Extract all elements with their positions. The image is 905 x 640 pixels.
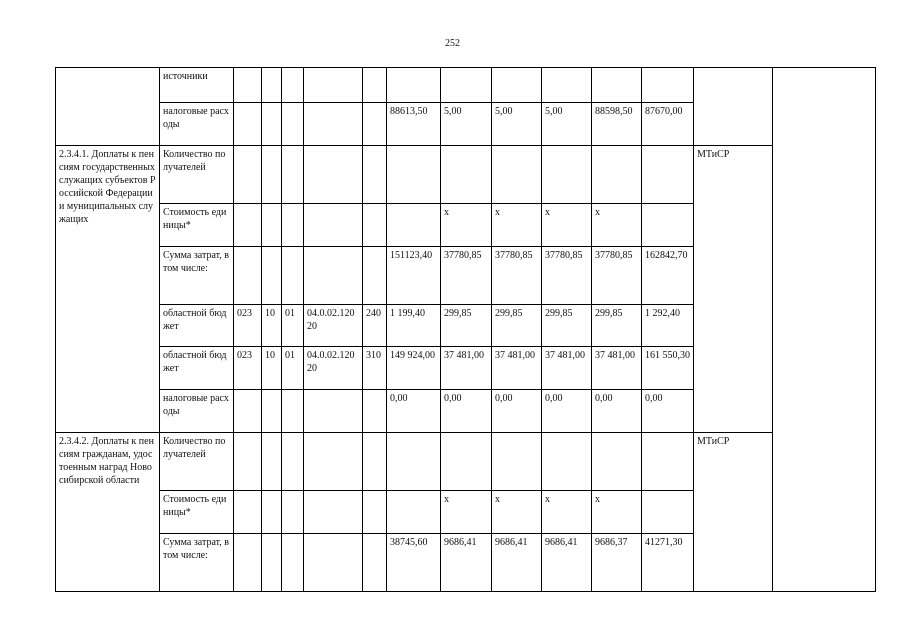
name-cell — [56, 68, 160, 146]
value-cell: 0,00 — [642, 390, 694, 433]
value-cell: 151123,40 — [387, 247, 441, 305]
value-cell: 38745,60 — [387, 534, 441, 592]
grbs-cell: 023 — [234, 305, 262, 347]
value-cell: 299,85 — [542, 305, 592, 347]
value-cell: 1 199,40 — [387, 305, 441, 347]
ministry-cell: МТиСР — [694, 433, 773, 592]
table-row — [56, 433, 876, 491]
value-cell: 0,00 — [492, 390, 542, 433]
pr-cell: 01 — [282, 347, 304, 390]
value-cell: х — [492, 204, 542, 247]
value-cell: 87670,00 — [642, 103, 694, 146]
indicator-cell: Сумма затрат, в том числе: — [160, 534, 234, 592]
value-cell — [441, 68, 492, 103]
value-cell: 37780,85 — [542, 247, 592, 305]
measure-name-cell: 2.3.4.1. Доплаты к пенсиям государственных служащих субъектов Российской Федерации и муниципальных служащих — [56, 146, 160, 433]
value-cell: 37 481,00 — [492, 347, 542, 390]
rz-cell: 10 — [262, 347, 282, 390]
ministry-cell: МТиСР — [694, 146, 773, 433]
indicator-cell: Сумма затрат, в том числе: — [160, 247, 234, 305]
value-cell: 299,85 — [441, 305, 492, 347]
budget-table — [55, 67, 876, 592]
value-cell — [642, 68, 694, 103]
value-cell: 37 481,00 — [592, 347, 642, 390]
value-cell: 149 924,00 — [387, 347, 441, 390]
indicator-cell: Количество получателей — [160, 146, 234, 204]
value-cell: 0,00 — [592, 390, 642, 433]
value-cell: х — [441, 204, 492, 247]
csr-cell: 04.0.02.12020 — [304, 347, 363, 390]
value-cell: 9686,41 — [492, 534, 542, 592]
value-cell: 299,85 — [592, 305, 642, 347]
indicator-cell: областной бюджет — [160, 347, 234, 390]
table-row — [56, 146, 876, 204]
value-cell: х — [592, 204, 642, 247]
value-cell: х — [492, 491, 542, 534]
value-cell: 37780,85 — [441, 247, 492, 305]
page-number: 252 — [445, 38, 460, 49]
measure-name-cell: 2.3.4.2. Доплаты к пенсиям гражданам, удостоенным наград Новосибирской области — [56, 433, 160, 592]
value-cell: х — [441, 491, 492, 534]
value-cell: 5,00 — [492, 103, 542, 146]
pr-cell: 01 — [282, 305, 304, 347]
indicator-cell: Количество получателей — [160, 433, 234, 491]
value-cell: 9686,37 — [592, 534, 642, 592]
value-cell: 0,00 — [542, 390, 592, 433]
value-cell: х — [542, 204, 592, 247]
table-row — [56, 68, 876, 103]
value-cell: 299,85 — [492, 305, 542, 347]
csr-cell: 04.0.02.12020 — [304, 305, 363, 347]
value-cell: 37 481,00 — [542, 347, 592, 390]
value-cell — [592, 68, 642, 103]
indicator-cell: Стоимость единицы* — [160, 491, 234, 534]
value-cell: 0,00 — [441, 390, 492, 433]
value-cell — [492, 68, 542, 103]
value-cell: 9686,41 — [542, 534, 592, 592]
indicator-cell: источники — [160, 68, 234, 103]
value-cell: 5,00 — [441, 103, 492, 146]
value-cell: 9686,41 — [441, 534, 492, 592]
indicator-cell: налоговые расходы — [160, 390, 234, 433]
indicator-cell: областной бюджет — [160, 305, 234, 347]
value-cell: 41271,30 — [642, 534, 694, 592]
value-cell: 37780,85 — [492, 247, 542, 305]
value-cell: 37 481,00 — [441, 347, 492, 390]
vr-cell: 240 — [363, 305, 387, 347]
value-cell: х — [592, 491, 642, 534]
value-cell: 5,00 — [542, 103, 592, 146]
ministry-cell — [694, 68, 773, 146]
value-cell: 88613,50 — [387, 103, 441, 146]
rz-cell: 10 — [262, 305, 282, 347]
notes-cell — [773, 68, 876, 592]
value-cell: 162842,70 — [642, 247, 694, 305]
indicator-cell: налоговые расходы — [160, 103, 234, 146]
value-cell: х — [542, 491, 592, 534]
vr-cell: 310 — [363, 347, 387, 390]
value-cell — [542, 68, 592, 103]
value-cell: 1 292,40 — [642, 305, 694, 347]
value-cell: 161 550,30 — [642, 347, 694, 390]
indicator-cell: Стоимость единицы* — [160, 204, 234, 247]
value-cell — [387, 68, 441, 103]
value-cell: 0,00 — [387, 390, 441, 433]
grbs-cell: 023 — [234, 347, 262, 390]
value-cell: 37780,85 — [592, 247, 642, 305]
value-cell: 88598,50 — [592, 103, 642, 146]
